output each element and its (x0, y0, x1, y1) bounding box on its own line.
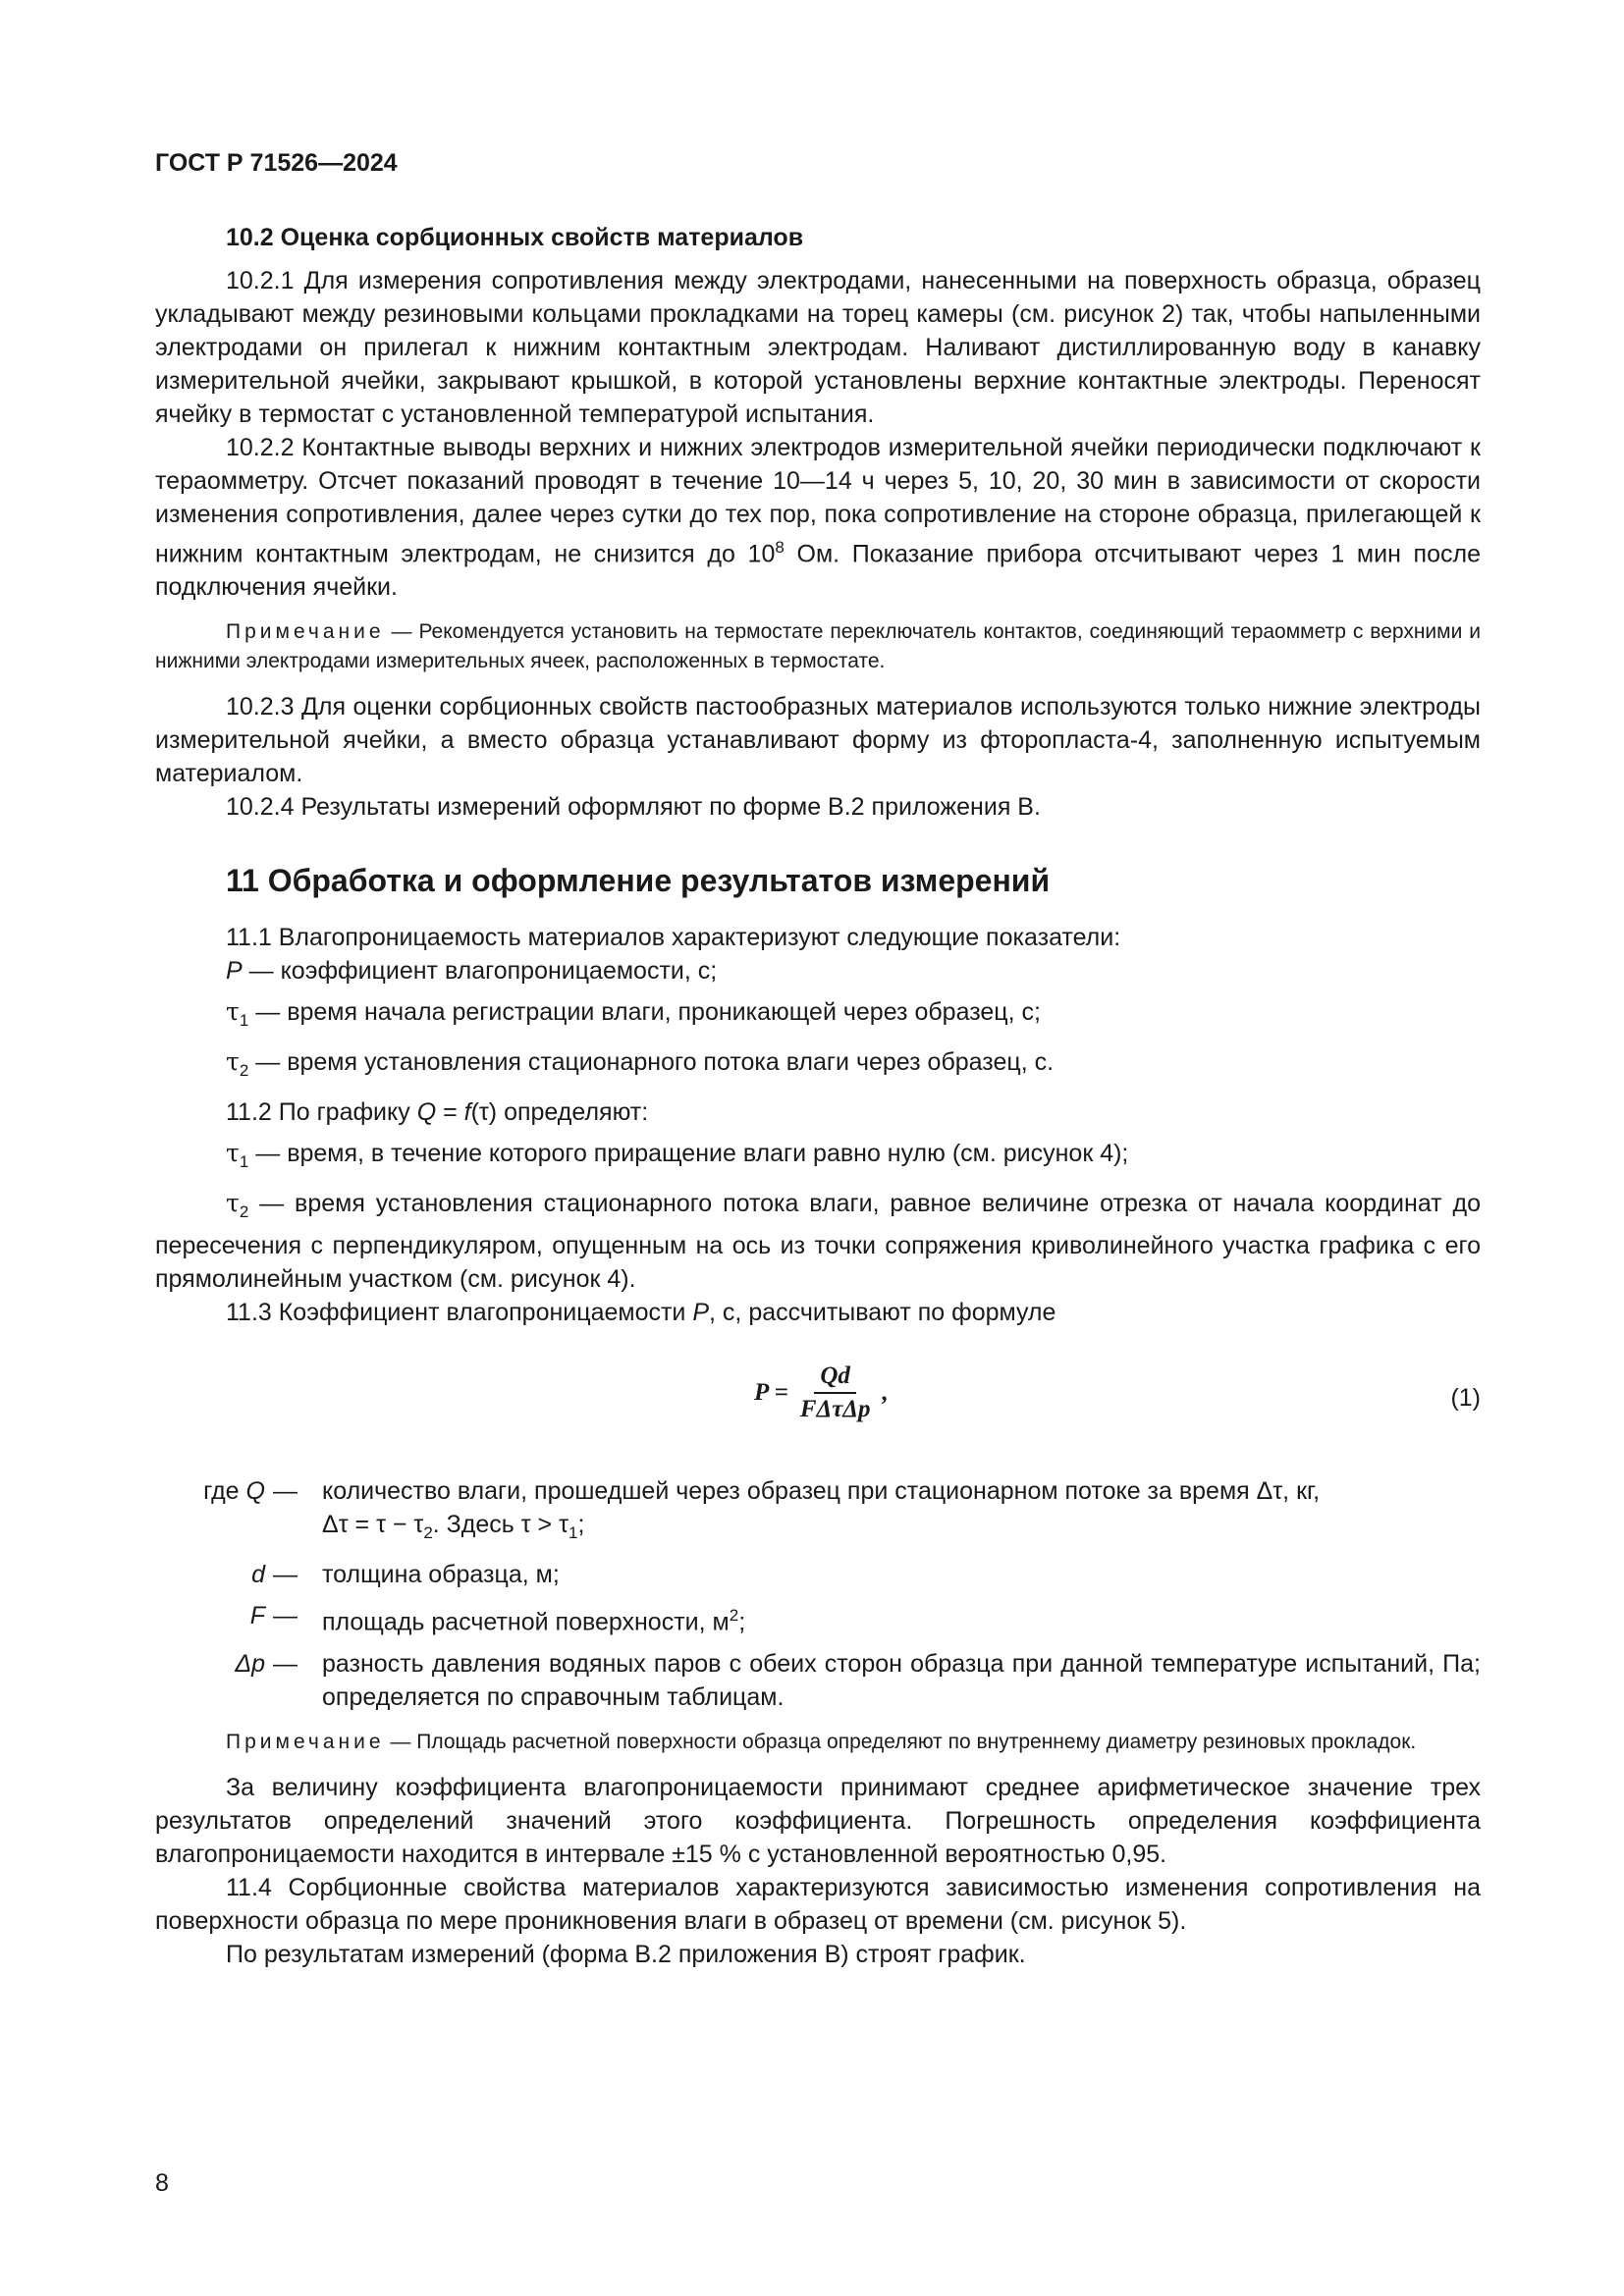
document-header: ГОСТ Р 71526—2024 (155, 149, 398, 177)
p11-2-b: = (436, 1098, 464, 1127)
symbol-q: Q (416, 1098, 437, 1127)
note-2-text: — Площадь расчетной поверхности образца определяют по внутреннему диаметру резиновых прокладок. (384, 1730, 1417, 1753)
list-item-tau1-text: — время начала регистрации влаги, проникающей через образец, с; (248, 998, 1041, 1027)
where-f-desc-sup: 2 (729, 1606, 739, 1626)
p2-text-b: Ом. Показание прибора отсчитывают через 1 мин после подключения ячейки. (155, 540, 1481, 602)
p2-text-a: 10.2.2 Контактные выводы верхних и нижних электродов измерительной ячейки периодически подключают к тераомметру. Отсчет показаний проводят в течение 10—14 ч через 5, 10, 20, 30 мин в зависимости от скорости изменения сопротивления, далее через сутки до тех пор, пока сопротивление на стороне образца, прилегающей к нижним контактным электродам, не снизится до 10 (155, 434, 1481, 568)
list-item-p-text: — коэффициент влагопроницаемости, с; (242, 957, 718, 986)
where-row-f (155, 1599, 1481, 1638)
def-tau2-sub: 2 (239, 1202, 249, 1222)
paragraph-11-3 (155, 1296, 1481, 1329)
formula-comma: , (882, 1379, 889, 1407)
def-tau2-symbol: τ (226, 1189, 240, 1218)
note-2 (155, 1728, 1481, 1757)
list-item-tau2 (155, 1045, 1481, 1088)
where-dp-symbol (155, 1647, 273, 1714)
p2-exponent: 8 (775, 538, 785, 557)
symbol-tau2: τ (226, 1047, 240, 1077)
formula-body (754, 1362, 889, 1423)
page-number: 8 (155, 2169, 169, 2197)
where-f-desc (304, 1599, 1481, 1638)
formula-lhs: P = (754, 1379, 788, 1407)
where-d-desc: толщина образца, м; (322, 1561, 560, 1589)
where-f-desc-b: ; (738, 1608, 746, 1636)
paragraph-11-1: 11.1 Влагопроницаемость материалов характеризуют следующие показатели: (226, 924, 1121, 952)
list-item-p (155, 954, 1481, 988)
section-10-2-heading: 10.2 Оценка сорбционных свойств материалов (226, 224, 804, 251)
where-q-desc2-c: ; (577, 1511, 585, 1539)
definition-tau2 (155, 1187, 1481, 1296)
sub-1: 1 (239, 1011, 249, 1031)
where-f-dash: — (273, 1602, 298, 1630)
where-block (155, 1474, 1481, 1713)
paragraph-11-2 (155, 1095, 1481, 1129)
formula-1 (155, 1355, 1481, 1449)
document-content (155, 224, 1481, 1971)
where-q-desc (304, 1474, 1481, 1550)
p11-2-c: (τ) определяют: (470, 1098, 649, 1127)
where-q-desc2-sub2: 2 (423, 1523, 433, 1543)
where-row-d (155, 1558, 1481, 1591)
paragraph-10-2-3: 10.2.3 Для оценки сорбционных свойств пастообразных материалов используются только нижние электроды измерительной ячейки, а вместо образца устанавливают форму из фторопласта-4, заполненную испытуемым материалом. (155, 693, 1481, 788)
note-1-text: — Рекомендуется установить на термостате переключатель контактов, соединяющий тераомметр с верхними и нижними электродами измерительных ячеек, расположенных в термостате. (155, 620, 1481, 673)
where-q-desc-1: количество влаги, прошедшей через образец при стационарном потоке за время Δτ, кг, (322, 1477, 1321, 1506)
where-q-dash: — (273, 1477, 298, 1506)
where-d-sym: d (251, 1561, 265, 1589)
paragraph-10-2-4: 10.2.4 Результаты измерений оформляют по форме В.2 приложения В. (226, 793, 1041, 822)
paragraph-average: За величину коэффициента влагопроницаемости принимают среднее арифметическое значение трех результатов определений значений этого коэффициента. Погрешность определения коэффициента влагопроницаемости находится в интервале ±15 % с установленной вероятностью 0,95. (155, 1773, 1481, 1868)
paragraph-10-2-2 (155, 431, 1481, 604)
where-f-symbol (155, 1599, 273, 1638)
formula-fraction (794, 1362, 877, 1423)
definition-tau1 (155, 1137, 1481, 1179)
where-q-symbol (155, 1474, 273, 1550)
where-row-dp (155, 1647, 1481, 1714)
where-d-symbol (155, 1558, 273, 1591)
where-dp-dash: — (273, 1649, 298, 1678)
p11-3-b: , с, рассчитывают по формуле (709, 1299, 1056, 1327)
list-item-tau1 (155, 995, 1481, 1038)
where-q-desc-2 (322, 1508, 1481, 1550)
def-tau2-text: — время установления стационарного потока влаги, равное величине отрезка от начала координат до пересечения с перпендикуляром, опущенным на ось из точки сопряжения криволинейного участка графика с его прямолинейным участком (см. рисунок 4). (155, 1190, 1481, 1294)
where-q-desc2-sub1: 1 (568, 1523, 578, 1543)
note-2-label: Примечание (226, 1730, 385, 1753)
where-dp-desc: разность давления водяных паров с обеих сторон образца при данной температуре испытаний, Па; определяется по справочным таблицам. (322, 1649, 1481, 1711)
where-f-sym: F (249, 1602, 265, 1630)
formula-number: (1) (1450, 1384, 1481, 1413)
section-11-heading: 11 Обработка и оформление результатов измерений (226, 863, 1051, 899)
p11-2-a: 11.2 По графику (226, 1098, 417, 1127)
def-tau1-symbol: τ (226, 1139, 240, 1168)
p11-3-a: 11.3 Коэффициент влагопроницаемости (226, 1299, 693, 1327)
where-d-dash: — (273, 1561, 298, 1589)
def-tau1-sub: 1 (239, 1152, 249, 1172)
where-row-q (155, 1474, 1481, 1550)
symbol-f: f (463, 1098, 471, 1127)
list-item-tau2-text: — время установления стационарного потока влаги через образец, с. (248, 1048, 1055, 1077)
note-1-label: Примечание (226, 620, 385, 644)
formula-numerator: Qd (814, 1362, 856, 1394)
where-q-sym: Q (245, 1477, 265, 1506)
where-f-desc-a: площадь расчетной поверхности, м (322, 1608, 730, 1636)
formula-denominator: FΔτΔp (799, 1396, 871, 1423)
sub-2: 2 (239, 1061, 249, 1081)
paragraph-10-2-1: 10.2.1 Для измерения сопротивления между электродами, нанесенными на поверхность образца, образец укладывают между резиновыми кольцами прокладками на торец камеры (см. рисунок 2) так, чтобы напыленными электродами он прилегал к нижним контактным электродам. Наливают дистиллированную воду в канавку измерительной ячейки, закрывают крышкой, в которой установлены верхние контактные электроды. Переносят ячейку в термостат с установленной температурой испытания. (155, 267, 1481, 428)
where-dp-sym: Δp (235, 1649, 265, 1678)
note-1 (155, 617, 1481, 676)
symbol-tau1: τ (226, 997, 240, 1027)
p11-3-symbol: P (692, 1299, 710, 1327)
where-prefix: где (203, 1477, 240, 1506)
def-tau1-text: — время, в течение которого приращение влаги равно нулю (см. рисунок 4); (248, 1140, 1129, 1168)
symbol-p: P (226, 957, 243, 986)
paragraph-last: По результатам измерений (форма В.2 приложения В) строят график. (226, 1940, 1026, 1968)
where-q-desc2-b: . Здесь τ > τ (432, 1511, 568, 1539)
paragraph-11-4: 11.4 Сорбционные свойства материалов характеризуются зависимостью изменения сопротивления на поверхности образца по мере проникновения влаги в образец от времени (см. рисунок 5). (155, 1873, 1481, 1935)
where-q-desc2-a: Δτ = τ − τ (322, 1511, 424, 1539)
